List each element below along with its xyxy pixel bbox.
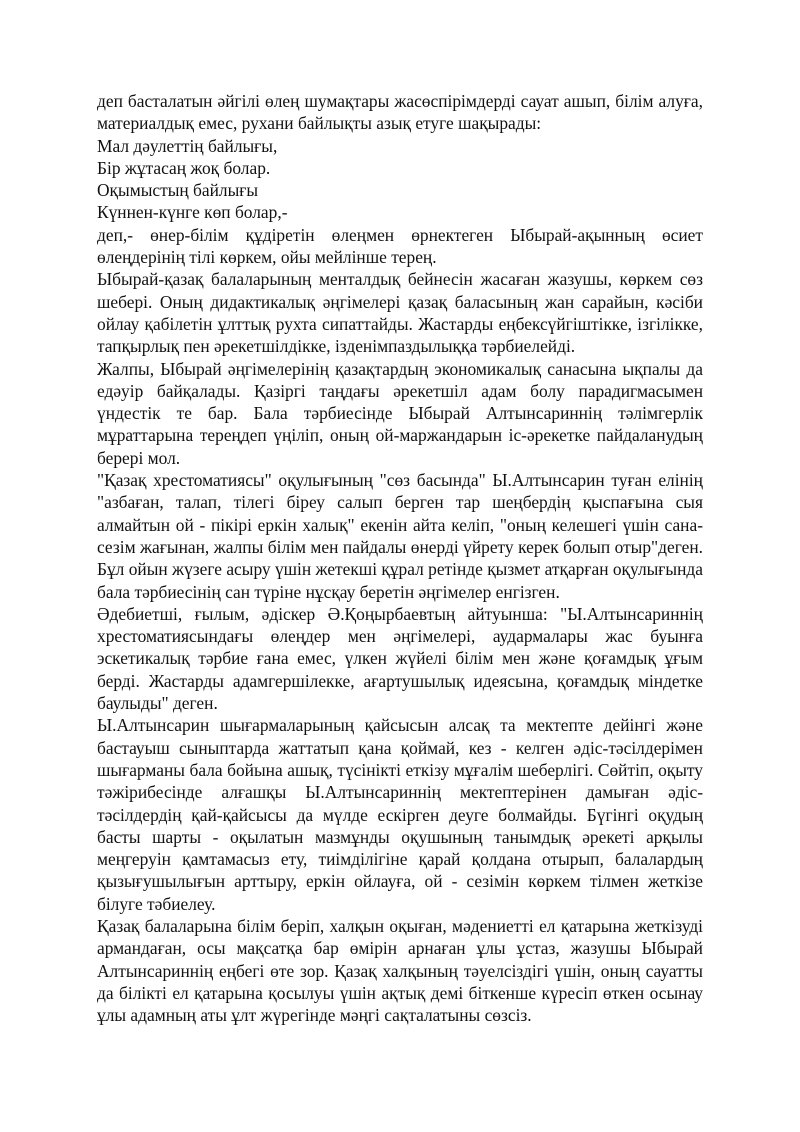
paragraph-konyrbaev-quote: Әдебиетші, ғылым, әдіскер Ә.Қоңырбаевтың айтуынша: "Ы.Алтынсариннің хрестоматиясындағы өлеңдер мен әңгімелері, аудармалары жас буынға эскетикалық тәрбие ғана емес, үлкен жүйелі білім мен және қоғамдық ұғым берді. Жастарды адамгершілекке, ағартушылық идеясына, қоғамдық міндетке баулыды" деген. (97, 603, 703, 714)
verse-line-4: Күннен-күнге көп болар,- (97, 202, 288, 223)
paragraph-teaching-methods: Ы.Алтынсарин шығармаларының қайсысын алсақ та мектепте дейінгі және бастауыш сыныптарда жаттатып қана қоймай, кез - келген әдіс-тәсілдерімен шығарманы бала бойына ашық, түсінікті еткізу мұғалім шеберлігі. Сөйтіп, оқыту тәжірибесінде алғашқы Ы.Алтынсариннің мектептерінен дамыған әдіс-тәсілдердің қай-қайсысы да мүлде ескірген деуге болмайды. Бүгінгі оқудың басты шарты - оқылатын мазмұнды оқушының танымдық әрекеті арқылы меңгеруін қамтамасыз ету, тиімділігіне қарай қолдана отырып, балалардың қызығушылығын арттыру, еркін ойлауға, ой - сезімін көркем тілмен жеткізе білуге тәбиелеу. (97, 715, 703, 914)
verse-line-1: Мал дәулеттің байлығы, (97, 135, 278, 156)
paragraph-chrestomathy: "Қазақ хрестоматиясы" оқулығының "сөз басында" Ы.Алтынсарин туған елінің "азбаған, талап, тілегі біреу салып берген тар шеңбердің қыспағына сыя алмайтын ой - пікірі еркін халық" екенін айта келіп, "оның келешегі үшін сана-сезім жағынан, жалпы білім мен пайдалы өнерді үйрету керек болып отыр"деген. Бұл ойын жүзеге асыру үшін жетекші құрал ретінде қызмет атқарған оқулығында бала тәрбиесінің сан түріне нұсқау беретін әңгімелер енгізген. (97, 470, 703, 602)
paragraph-verse-commentary: деп,- өнер-білім құдіретін өлеңмен өрнектеген Ыбырай-ақынның өсиет өлеңдерінің тілі көркем, ойы мейлінше терең. (97, 224, 703, 268)
paragraph-intro: деп басталатын әйгілі өлең шумақтары жасөспірімдерді сауат ашып, білім алуға, материалдық емес, рухани байлықты азық етуге шақырады: (97, 91, 703, 134)
paragraph-mentality: Ыбырай-қазақ балаларының менталдық бейнесін жасаған жазушы, көркем сөз шебері. Оның дидактикалық әңгімелері қазақ баласының жан сарайын, кәсіби ойлау қабілетін ұлттық рухта сипаттайды. Жастарды еңбексүйгіштікке, ізгілікке, тапқырлық пен әрекетшілдікке, ізденімпаздылыққа тәрбиелейді. (97, 269, 703, 357)
paragraph-conclusion: Қазақ балаларына білім беріп, халқын оқыған, мәдениетті ел қатарына жеткізуді армандаған, осы мақсатқа бар өмірін арнаған ұлы ұстаз, жазушы Ыбырай Алтынсариннің еңбегі өте зор. Қазақ халқының тәуелсіздігі үшін, оның сауатты да білікті ел қатарына қосылуы үшін ақтық демі біткенше күресіп өткен осынау ұлы адамның аты ұлт жүрегінде мәңгі сақталатыны сөзсіз. (97, 915, 703, 1026)
verse-line-2: Бір жұтасаң жоқ болар. (97, 157, 271, 178)
paragraph-economic-consciousness: Жалпы, Ыбырай әңгімелерінің қазақтардың экономикалық санасына ықпалы да едәуір байқалады. Қазіргі таңдағы әрекетшіл адам болу парадигмасымен үндестік те бар. Бала тәрбиесінде Ыбырай Алтынсариннің тәлімгерлік мұраттарына тереңдеп үңіліп, оның ой-маржандарын іс-әрекетке пайдаланудың берері мол. (97, 358, 703, 468)
verse-line-3: Оқымыстың байлығы (97, 180, 259, 201)
